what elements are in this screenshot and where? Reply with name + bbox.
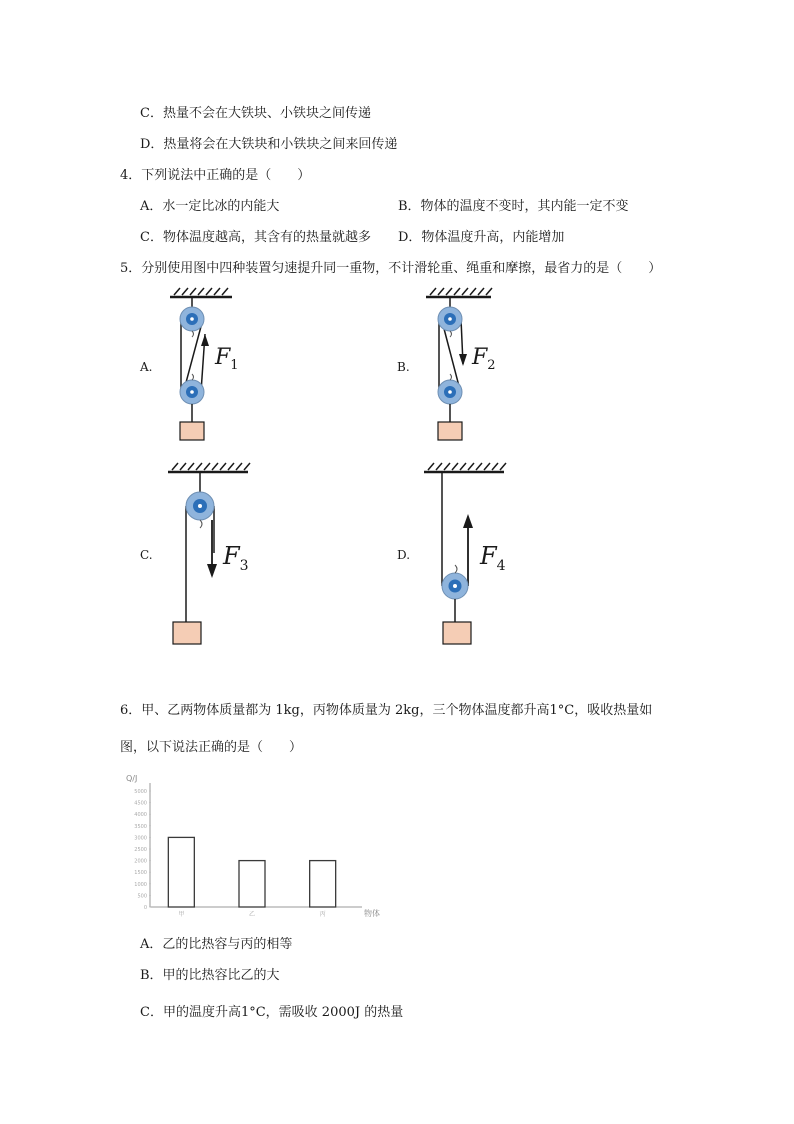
chart-y-tick-label: 2000	[134, 858, 147, 865]
heat-bar-chart	[124, 771, 404, 921]
chart-bar	[310, 861, 336, 907]
chart-x-tick-label: 丙	[319, 911, 326, 918]
chart-y-tick-label: 3000	[134, 835, 147, 842]
chart-y-tick-label: 4000	[134, 812, 147, 819]
q4-stem: 4．下列说法中正确的是（ ）	[120, 168, 311, 183]
q6-option-c: C．甲的温度升高1°C，需吸收 2000J 的热量	[140, 1005, 404, 1020]
force-f1-label: $F_1$	[215, 345, 239, 373]
force-f4-label: $F_4$	[480, 542, 506, 574]
q4-option-c: C．物体温度越高，其含有的热量就越多	[140, 230, 371, 245]
q3-option-c: C．热量不会在大铁块、小铁块之间传递	[140, 106, 371, 121]
figure-b-label: B.	[397, 360, 410, 374]
chart-y-label: Q/J	[126, 774, 138, 783]
chart-y-tick-label: 0	[143, 905, 147, 911]
chart-y-tick-label: 500	[137, 893, 147, 900]
chart-x-label: 物体	[364, 909, 380, 918]
q6-option-b: B．甲的比热容比乙的大	[140, 968, 280, 983]
chart-y-tick-label: 4500	[134, 800, 147, 807]
figure-d-label: D.	[397, 548, 411, 562]
q4-option-b: B．物体的温度不变时，其内能一定不变	[398, 199, 629, 214]
q5-stem: 5．分别使用图中四种装置匀速提升同一重物，不计滑轮重、绳重和摩擦，最省力的是（ ）	[120, 261, 662, 276]
chart-bar	[168, 837, 194, 907]
chart-y-tick-label: 2500	[134, 847, 147, 853]
force-f3-label: $F_3$	[223, 542, 249, 574]
q6-stem-line2: 图，以下说法正确的是（ ）	[120, 740, 303, 755]
chart-y-tick-label: 3500	[134, 823, 147, 830]
chart-y-tick-label: 1000	[134, 881, 147, 888]
chart-bar	[239, 861, 265, 907]
pulley-figure-a	[160, 284, 260, 444]
pulley-figure-c	[160, 458, 270, 658]
figure-c-label: C.	[140, 548, 153, 562]
chart-x-tick-label: 甲	[178, 911, 185, 918]
q6-option-a: A．乙的比热容与丙的相等	[140, 937, 293, 952]
pulley-figure-d	[416, 458, 526, 658]
pulley-figure-b	[416, 284, 516, 444]
chart-y-tick-label: 5000	[134, 789, 147, 795]
chart-svg	[124, 771, 404, 921]
force-f2-label: $F_2$	[472, 345, 496, 373]
chart-y-tick-label: 1500	[134, 870, 147, 877]
q3-option-d: D．热量将会在大铁块和小铁块之间来回传递	[140, 137, 398, 152]
figure-a-label: A.	[140, 360, 153, 374]
chart-x-tick-label: 乙	[248, 911, 256, 918]
q4-option-d: D．物体温度升高，内能增加	[398, 230, 565, 245]
q4-option-a: A．水一定比冰的内能大	[140, 199, 280, 214]
q6-stem-line1: 6．甲、乙两物体质量都为 1kg，丙物体质量为 2kg，三个物体温度都升高1°C，吸收热量如	[120, 703, 653, 718]
